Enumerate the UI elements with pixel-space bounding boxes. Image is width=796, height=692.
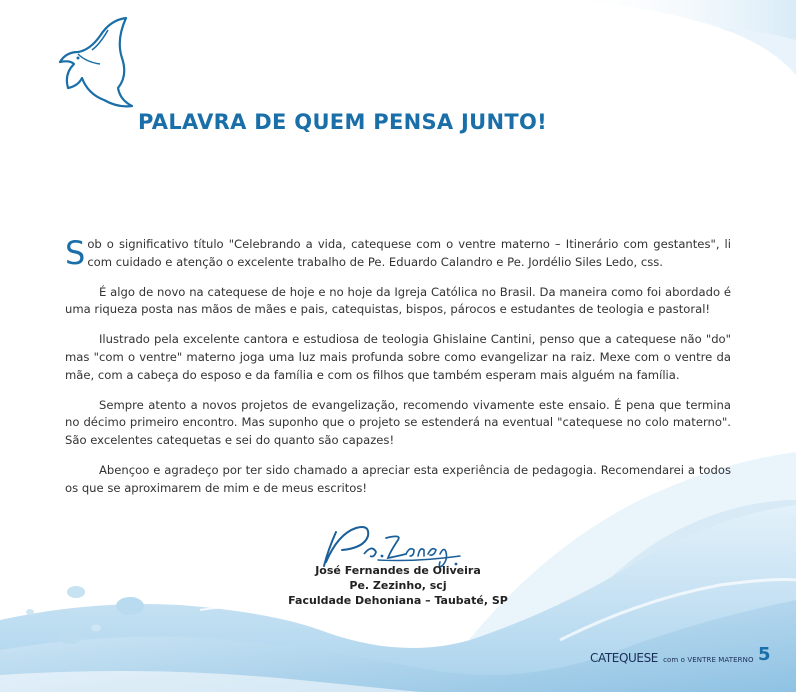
paragraph-5: Abençoo e agradeço por ter sido chamado a apreciar esta experiência de pedagogia. Recomendarei a todos os que se aproximarem de mim e de meus escritos! [65, 462, 731, 495]
dove-icon [48, 14, 140, 114]
footer-brand [590, 647, 754, 666]
signature-block [270, 563, 526, 608]
paragraph-3: Ilustrado pela excelente cantora e estudiosa de teologia Ghislaine Cantini, penso que a catequese não "do" mas "com o ventre" materno joga uma luz mais profunda sobre como evangelizar na raiz. Mexe com o ventre da mãe, com a cabeça do esposo e da família e com os filhos que também esperam mais alguém na família. [65, 332, 731, 382]
paragraph-1 [65, 236, 731, 272]
brand-subtitle: com o VENTRE MATERNO [663, 656, 754, 664]
brand-name: CATEQUESE [590, 651, 658, 665]
page-number: 5 [758, 644, 771, 665]
page-title: PALAVRA DE QUEM PENSA JUNTO! [138, 110, 548, 134]
paragraph-1-text: ob o significativo título "Celebrando a vida, catequese com o ventre materno – Itinerário com gestantes", li com cuidado e atenção o excelente trabalho de Pe. Eduardo Calandro e Pe. Jordélio Siles Ledo, css. [87, 237, 731, 269]
drop-cap: S [65, 234, 86, 272]
paragraph-2: É algo de novo na catequese de hoje e no hoje da Igreja Católica no Brasil. Da maneira como foi abordado é uma riqueza posta nas mãos de mães e pais, catequistas, bispos, párocos e estudantes de teologia e pastoral! [65, 284, 731, 317]
author-name: José Fernandes de Oliveira [315, 564, 481, 577]
preface-text [65, 236, 731, 510]
paragraph-4: Sempre atento a novos projetos de evangelização, recomendo vivamente este ensaio. É pena que termina no décimo primeiro encontro. Mas suponho que o projeto se estenderá na eventual "catequese no colo materno". São excelentes catequetas e sei do quanto são capazes! [65, 397, 731, 448]
author-alias: Pe. Zezinho, scj [349, 579, 447, 592]
author-institution: Faculdade Dehoniana – Taubaté, SP [288, 594, 508, 607]
